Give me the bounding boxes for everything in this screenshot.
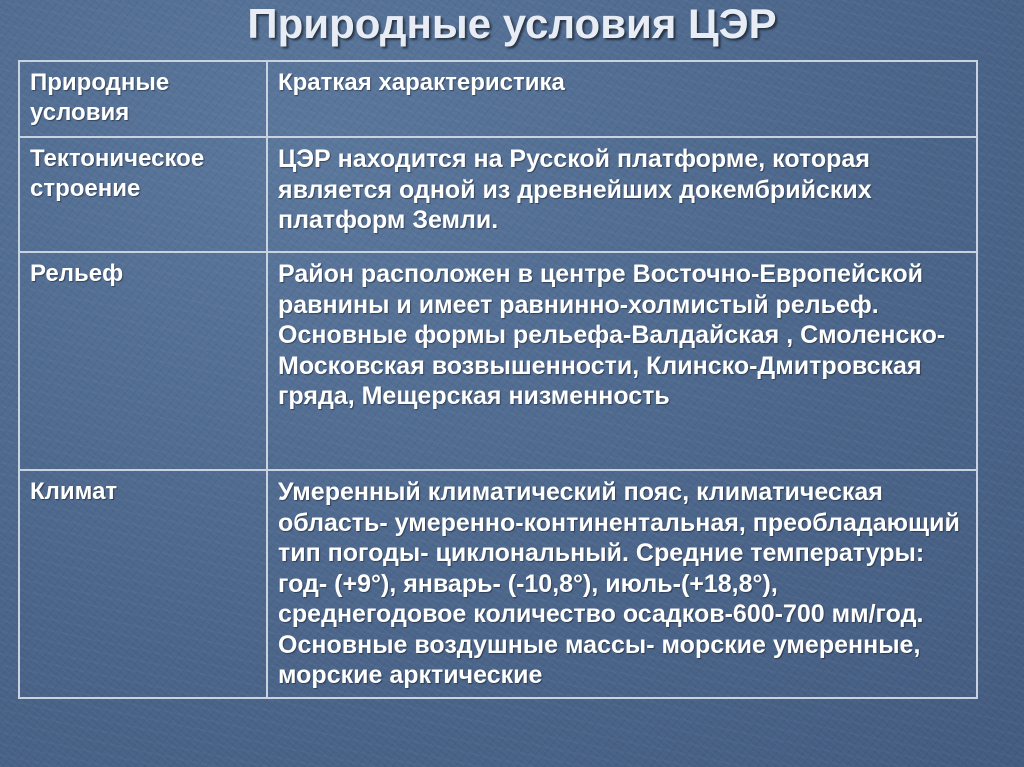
header-conditions: Природные условия [19,61,267,137]
conditions-table [18,60,978,699]
table-row [19,252,977,470]
header-description: Краткая характеристика [267,61,977,137]
slide-title: Природные условия ЦЭР [247,0,777,47]
table-row [19,470,977,698]
description-cell: Район расположен в центре Восточно-Европейской равнины и имеет равнинно-холмистый рельеф. Основные формы рельефа-Валдайская , Смоленско-Московская возвышенности, Клинско-Дмитровская гряда, Мещерская низменность [267,252,977,470]
description-cell: ЦЭР находится на Русской платформе, которая является одной из древнейших докембрийских платформ Земли. [267,137,977,252]
condition-cell: Климат [19,470,267,698]
description-cell: Умеренный климатический пояс, климатическая область- умеренно-континентальная, преобладающий тип погоды- циклональный. Средние температуры: год- (+9°), январь- (-10,8°), июль-(+18,8°), среднегодовое количество осадков-600-700 мм/год. Основные воздушные массы- морские умеренные, морские арктические [267,470,977,698]
table-header-row [19,61,977,137]
condition-cell: Тектоническое строение [19,137,267,252]
conditions-table-container [18,60,978,699]
table-row [19,137,977,252]
condition-cell: Рельеф [19,252,267,470]
